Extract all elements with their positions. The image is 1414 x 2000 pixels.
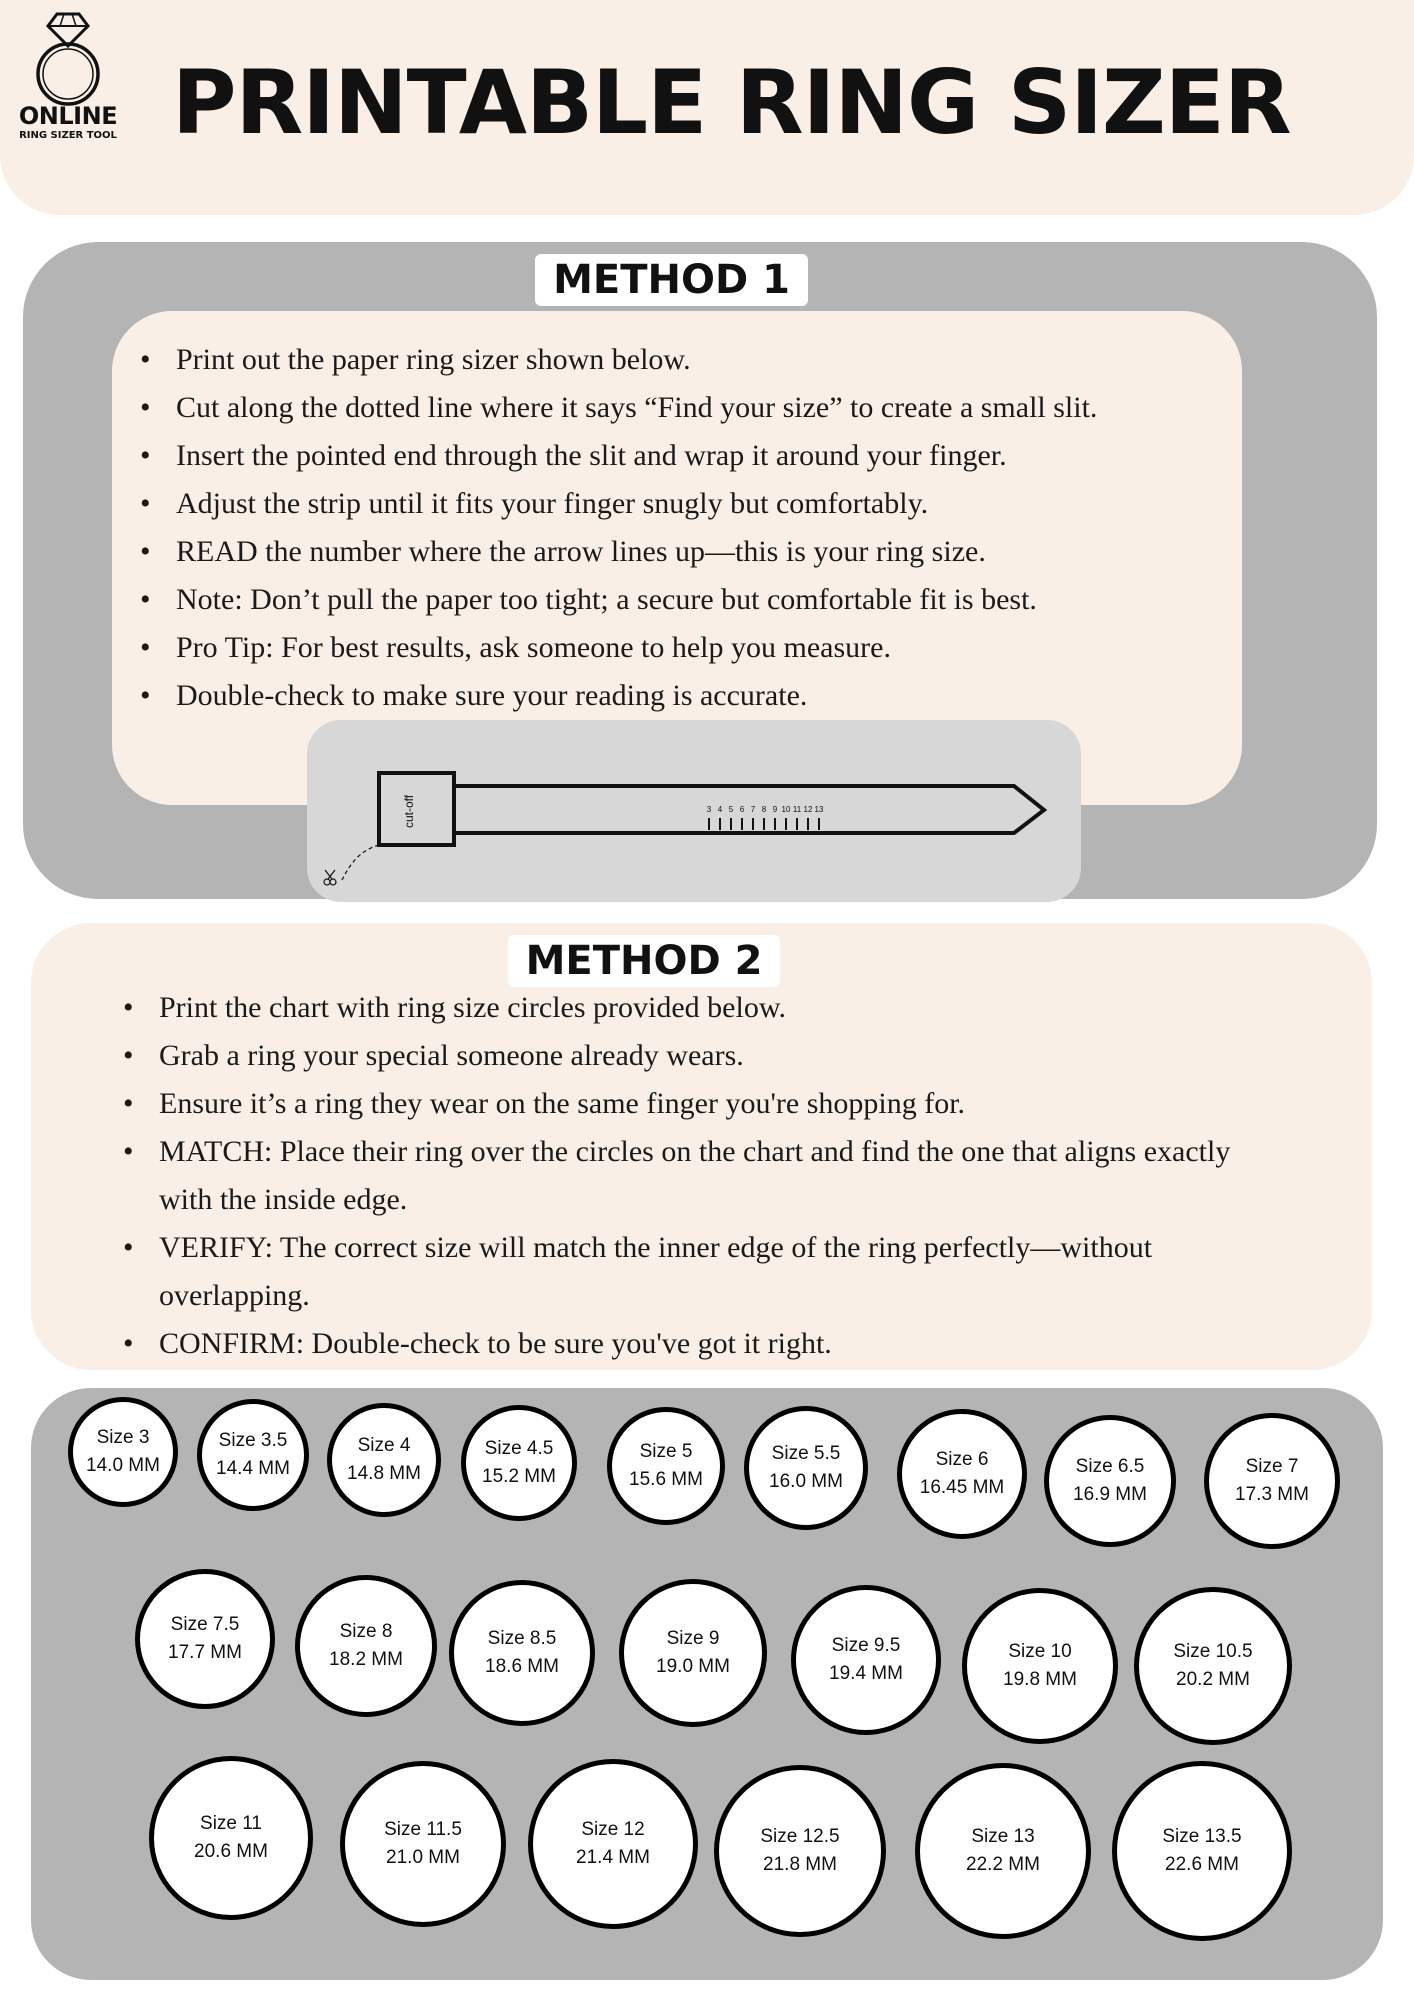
ring-size-circle (791, 1585, 941, 1735)
ring-diameter-label: 21.4 MM (576, 1847, 650, 1868)
ring-size-circle (449, 1580, 595, 1726)
ring-size-label: Size 10.5 (1173, 1641, 1253, 1662)
ring-size-label: Size 3 (96, 1427, 150, 1448)
ring-diameter-label: 21.0 MM (386, 1847, 460, 1868)
size-tick-label: 9 (772, 805, 778, 814)
ring-diameter-label: 20.6 MM (194, 1841, 268, 1862)
scissors-icon (324, 870, 336, 885)
ring-size-label: Size 9 (666, 1628, 720, 1649)
size-tick-label: 12 (803, 805, 813, 814)
ring-size-label: Size 5 (639, 1441, 693, 1462)
ring-size-label: Size 4 (357, 1435, 411, 1456)
ring-size-label: Size 6.5 (1075, 1456, 1145, 1477)
ring-diameter-label: 15.2 MM (482, 1466, 556, 1487)
ring-size-label: Size 12 (581, 1819, 645, 1840)
method2-steps (123, 984, 1253, 1368)
list-item: • Print out the paper ring sizer shown below. (140, 336, 1250, 384)
list-item: • MATCH: Place their ring over the circles on the chart and find the one that aligns exactly with the inside edge. (123, 1128, 1253, 1224)
ring-size-label: Size 8 (339, 1621, 393, 1642)
list-item: • Grab a ring your special someone already wears. (123, 1032, 1253, 1080)
ring-size-label: Size 8.5 (487, 1628, 557, 1649)
ring-size-circle (1112, 1761, 1292, 1941)
ring-diameter-label: 17.7 MM (168, 1642, 242, 1663)
size-tick-label: 4 (717, 805, 723, 814)
size-tick-label: 3 (706, 805, 712, 814)
ring-size-circle (149, 1756, 313, 1920)
ring-size-circle (915, 1763, 1091, 1939)
ring-diameter-label: 21.8 MM (763, 1854, 837, 1875)
ring-size-label: Size 7.5 (170, 1614, 240, 1635)
logo-wordmark: ONLINE (18, 102, 118, 130)
ring-diameter-label: 17.3 MM (1235, 1484, 1309, 1505)
list-item: • Pro Tip: For best results, ask someone to help you measure. (140, 624, 1250, 672)
ring-size-label: Size 6 (935, 1449, 989, 1470)
method1-steps (140, 336, 1250, 720)
ring-size-label: Size 13 (971, 1826, 1035, 1847)
ring-size-label: Size 11.5 (384, 1819, 462, 1840)
ring-size-circle (340, 1761, 506, 1927)
ring-size-label: Size 10 (1008, 1641, 1072, 1662)
ring-diameter-label: 22.2 MM (966, 1854, 1040, 1875)
ring-size-circle (528, 1759, 698, 1929)
ring-size-label: Size 11 (200, 1813, 262, 1834)
ring-diameter-label: 18.2 MM (329, 1649, 403, 1670)
list-item: • CONFIRM: Double-check to be sure you've got it right. (123, 1320, 1253, 1368)
ring-size-circle (897, 1409, 1027, 1539)
ring-diameter-label: 14.0 MM (86, 1455, 160, 1476)
list-item: • READ the number where the arrow lines up—this is your ring size. (140, 528, 1250, 576)
size-tick-label: 6 (739, 805, 745, 814)
ring-size-circle (1134, 1587, 1292, 1745)
size-tick-label: 5 (728, 805, 734, 814)
size-tick-label: 8 (761, 805, 767, 814)
method2-heading: METHOD 2 (508, 935, 780, 987)
list-item: • Ensure it’s a ring they wear on the same finger you're shopping for. (123, 1080, 1253, 1128)
size-tick-label: 11 (792, 805, 802, 814)
ring-diameter-label: 15.6 MM (629, 1469, 703, 1490)
ring-size-label: Size 5.5 (771, 1443, 841, 1464)
list-item: • Adjust the strip until it fits your finger snugly but comfortably. (140, 480, 1250, 528)
ring-size-label: Size 13.5 (1162, 1826, 1242, 1847)
ring-size-circle (962, 1588, 1118, 1744)
ring-diameter-label: 14.4 MM (216, 1458, 290, 1479)
method1-heading: METHOD 1 (535, 254, 808, 306)
ring-diameter-label: 16.45 MM (919, 1477, 1005, 1498)
ring-size-label: Size 3.5 (218, 1430, 288, 1451)
cutoff-label: cut-off (402, 794, 416, 828)
list-item: • Double-check to make sure your reading is accurate. (140, 672, 1250, 720)
list-item: • VERIFY: The correct size will match the inner edge of the ring perfectly—without overlapping. (123, 1224, 1253, 1320)
ring-diameter-label: 18.6 MM (485, 1656, 559, 1677)
list-item: • Insert the pointed end through the slit and wrap it around your finger. (140, 432, 1250, 480)
ring-diameter-label: 22.6 MM (1165, 1854, 1239, 1875)
logo-subtitle: RING SIZER TOOL (19, 130, 117, 141)
list-item: • Note: Don’t pull the paper too tight; a secure but comfortable fit is best. (140, 576, 1250, 624)
ring-size-circle (607, 1407, 725, 1525)
ring-size-circle (461, 1405, 577, 1521)
ring-size-circle (327, 1403, 441, 1517)
ring-size-circle (135, 1569, 275, 1709)
size-tick-label: 10 (781, 805, 791, 814)
ring-size-label: Size 7 (1245, 1456, 1299, 1477)
size-tick-label: 7 (750, 805, 756, 814)
ring-size-circle (619, 1579, 767, 1727)
paper-ring-sizer-strip (307, 720, 1081, 902)
ring-diameter-label: 19.0 MM (656, 1656, 730, 1677)
ring-diameter-label: 19.8 MM (1003, 1669, 1077, 1690)
ring-size-circle (1044, 1415, 1176, 1547)
ring-size-circle (197, 1399, 309, 1511)
ring-size-label: Size 4.5 (484, 1438, 554, 1459)
ring-size-circle (714, 1765, 886, 1937)
list-item: • Print the chart with ring size circles provided below. (123, 984, 1253, 1032)
ring-diameter-label: 20.2 MM (1176, 1669, 1250, 1690)
ring-diameter-label: 14.8 MM (347, 1463, 421, 1484)
ring-diameter-label: 19.4 MM (829, 1663, 903, 1684)
ring-size-circle (1204, 1413, 1340, 1549)
size-tick-label: 13 (814, 805, 824, 814)
page-title: PRINTABLE RING SIZER (172, 51, 1291, 154)
ring-size-label: Size 12.5 (760, 1826, 840, 1847)
ring-size-circle (68, 1397, 178, 1507)
ring-diameter-label: 16.0 MM (769, 1471, 843, 1492)
ring-size-label: Size 9.5 (831, 1635, 901, 1656)
ring-size-circle (744, 1406, 868, 1530)
list-item: • Cut along the dotted line where it says “Find your size” to create a small slit. (140, 384, 1250, 432)
ring-diameter-label: 16.9 MM (1073, 1484, 1147, 1505)
ring-size-circle (295, 1575, 437, 1717)
